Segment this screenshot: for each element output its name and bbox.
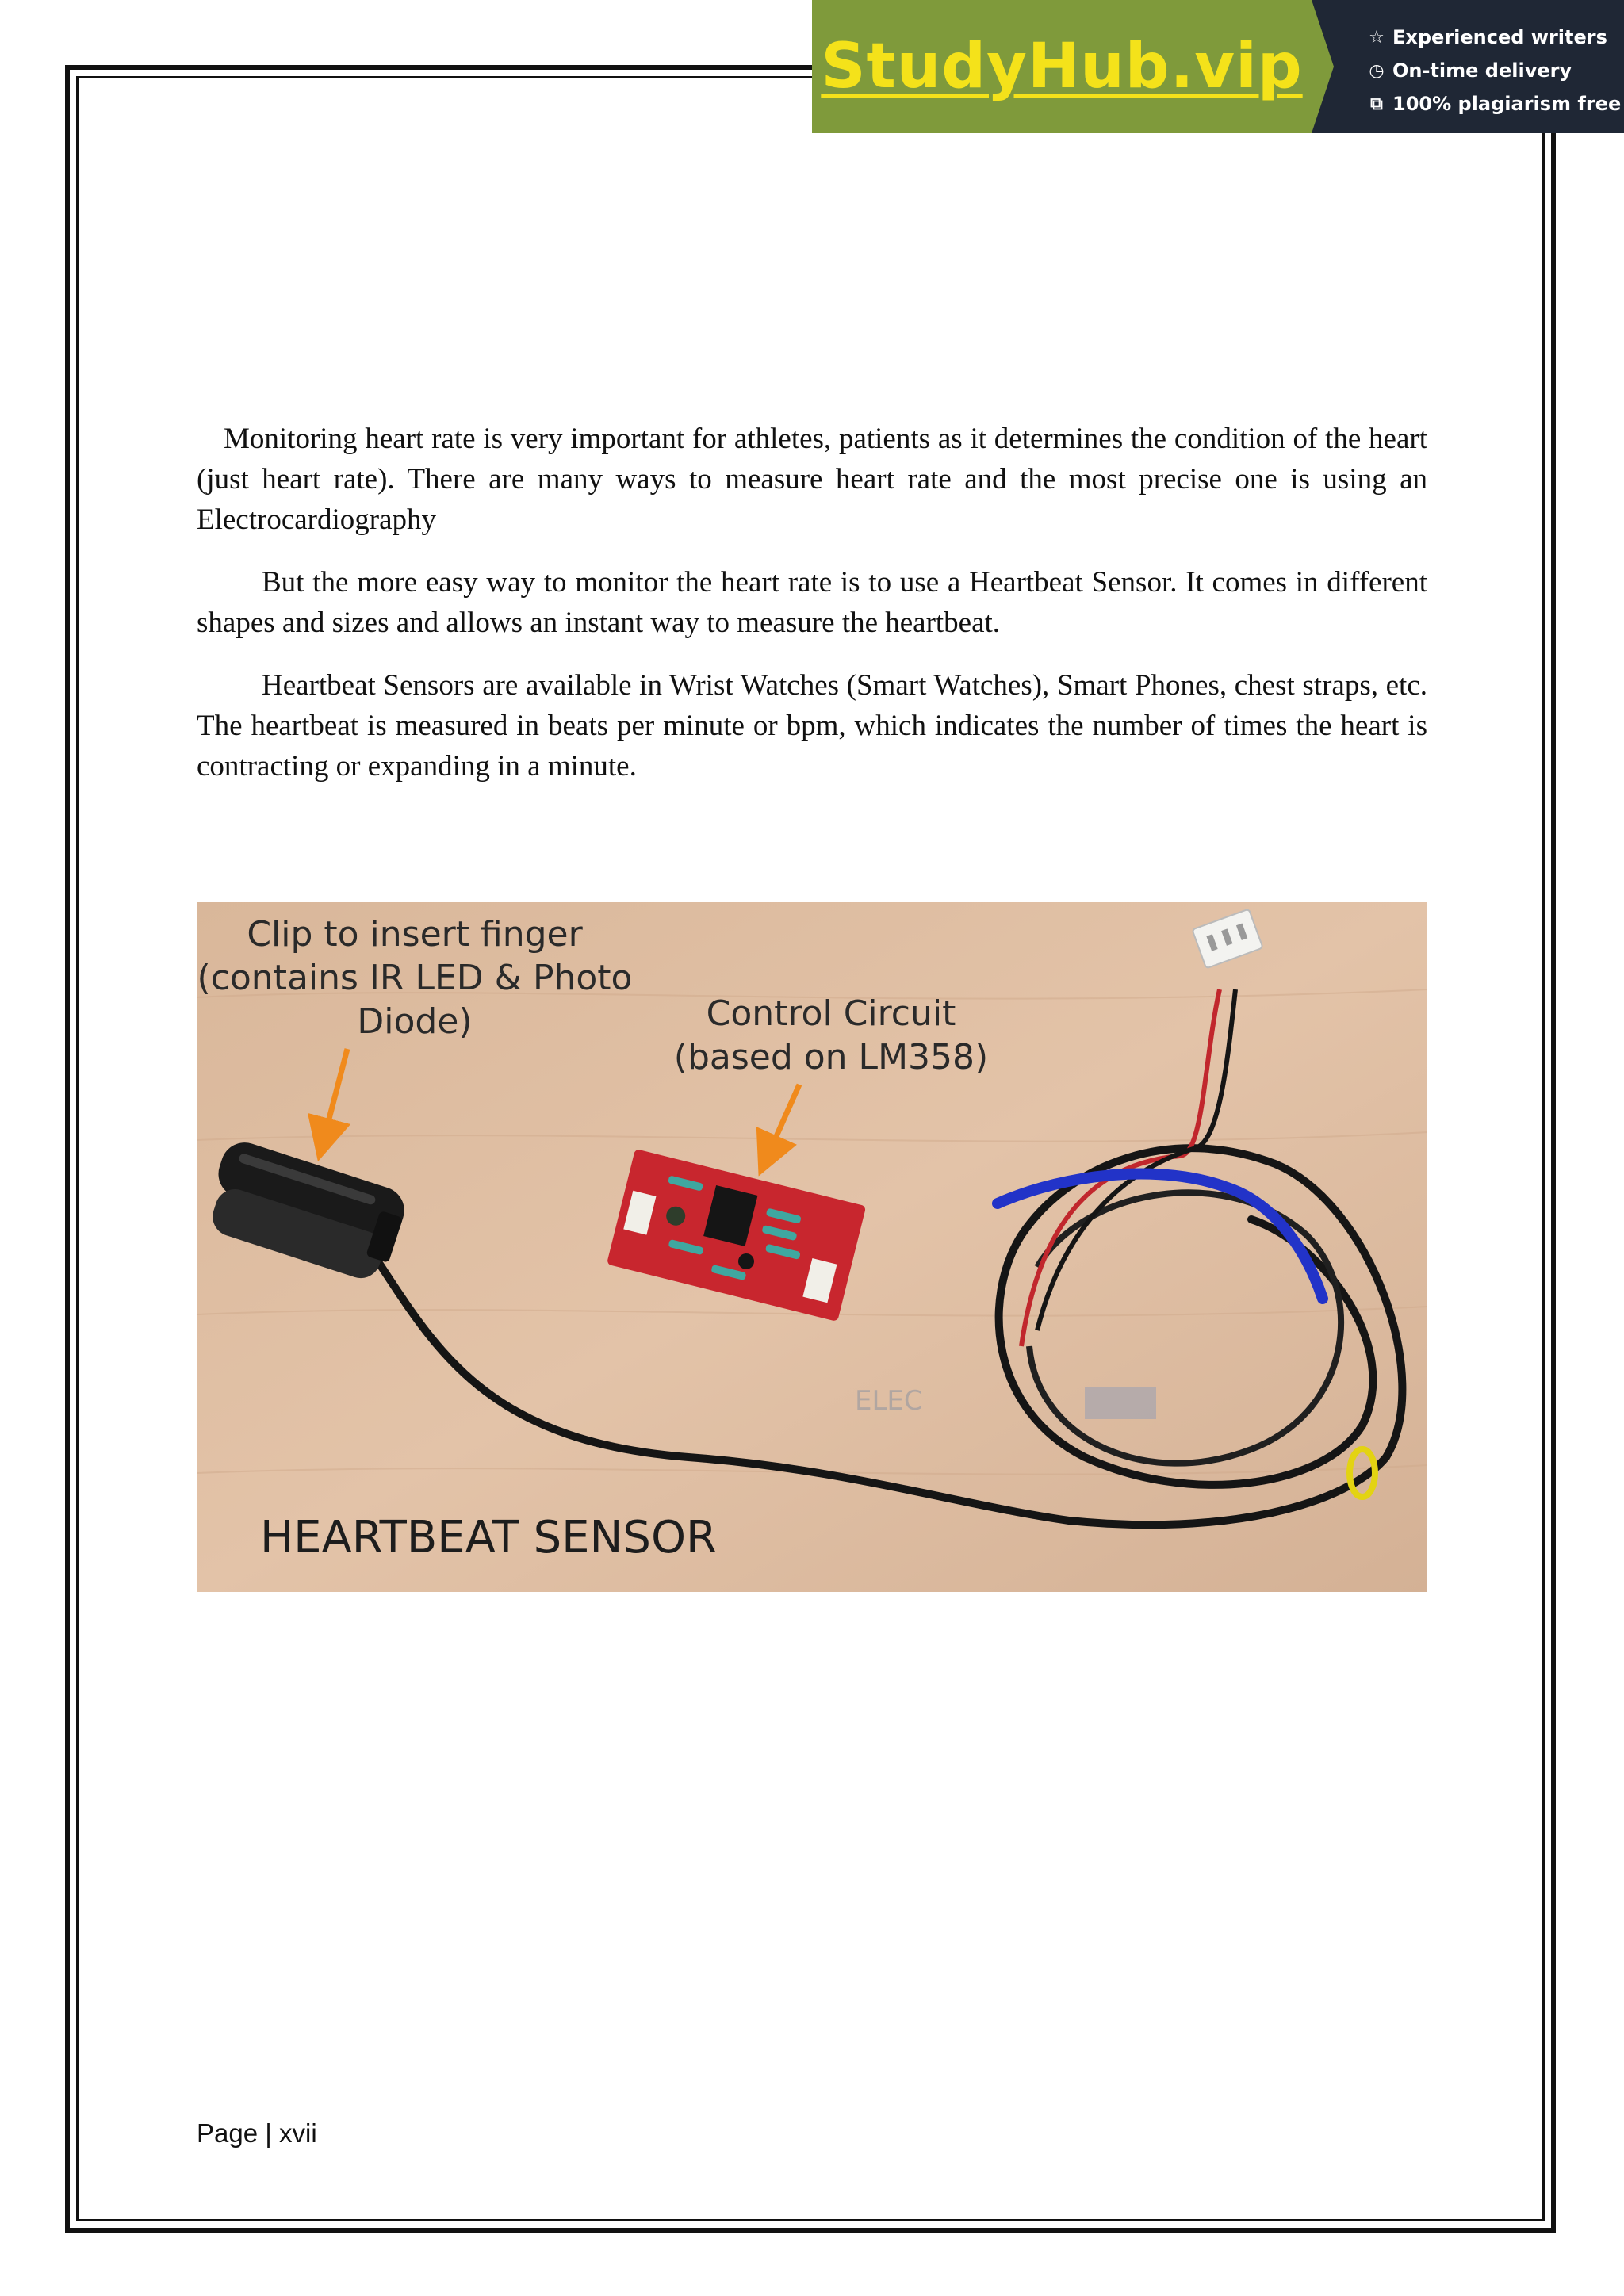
- figure-caption: HEARTBEAT SENSOR: [260, 1512, 717, 1563]
- circuit-label-line-2: (based on LM358): [673, 1037, 989, 1077]
- banner-features: [1312, 0, 1624, 133]
- paragraph: Monitoring heart rate is very important for athletes, patients as it determines the condition of the heart (just heart rate). There are many ways to measure heart rate and the most precise one is using an Electrocardiography: [197, 423, 1427, 536]
- studyhub-logo-text: StudyHub.vip: [821, 31, 1303, 102]
- clock-icon: ◷: [1369, 60, 1385, 81]
- heartbeat-sensor-photo: [197, 902, 1427, 1592]
- studyhub-banner[interactable]: [812, 0, 1624, 133]
- feature-on-time-delivery: [1365, 54, 1624, 87]
- paragraph: Heartbeat Sensors are available in Wrist Watches (Smart Watches), Smart Phones, chest straps, etc. The heartbeat is measured in beats per minute or bpm, which indicates the number of times the heart is contracting or expanding in a minute.: [197, 669, 1427, 783]
- circuit-label-line-1: Control Circuit: [706, 993, 956, 1034]
- clip-label-line-3: Diode): [357, 1001, 473, 1042]
- studyhub-logo[interactable]: [812, 0, 1312, 133]
- body-text: [197, 419, 1427, 809]
- copy-icon: ⧉: [1370, 94, 1383, 114]
- page-separator: |: [265, 2118, 272, 2148]
- page-number: xvii: [279, 2118, 317, 2148]
- feature-plagiarism-free: [1365, 87, 1624, 121]
- feature-label: 100% plagiarism free: [1392, 93, 1622, 115]
- photo-watermark: ELEC: [855, 1385, 923, 1417]
- clip-label-line-1: Clip to insert finger: [247, 914, 583, 955]
- feature-label: Experienced writers: [1392, 26, 1607, 48]
- feature-experienced-writers: [1365, 21, 1624, 54]
- paragraph: But the more easy way to monitor the heart rate is to use a Heartbeat Sensor. It comes in different shapes and sizes and allows an instant way to measure the heartbeat.: [197, 566, 1427, 639]
- page-word: Page: [197, 2118, 259, 2148]
- watermark-box: [1085, 1387, 1156, 1419]
- star-icon: ☆: [1369, 27, 1385, 48]
- feature-label: On-time delivery: [1392, 59, 1572, 82]
- clip-label-line-2: (contains IR LED & Photo: [197, 958, 633, 998]
- page-footer: [197, 2118, 317, 2149]
